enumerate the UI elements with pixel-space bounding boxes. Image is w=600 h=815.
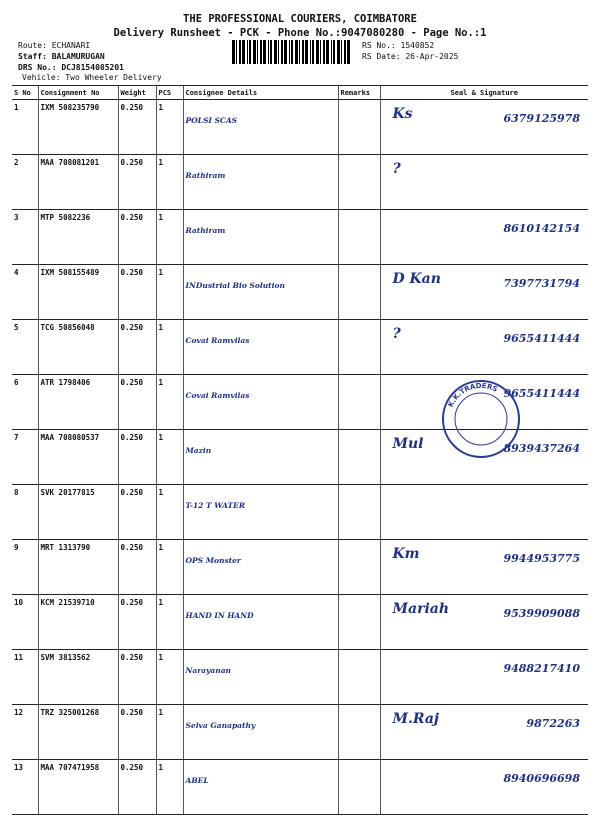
staff-label: Staff: BALAMURUGAN bbox=[18, 52, 105, 61]
seal-signature-cell bbox=[380, 210, 588, 265]
remarks-cell bbox=[338, 155, 380, 210]
remarks-cell bbox=[338, 705, 380, 760]
barcode-bar bbox=[347, 40, 350, 64]
consignment-no-cell: KCM 21539710 bbox=[38, 595, 118, 650]
consignee-cell: T-12 T WATER bbox=[183, 485, 338, 540]
barcode-bar bbox=[239, 40, 241, 64]
sno-cell: 1 bbox=[12, 100, 38, 155]
pcs-cell: 1 bbox=[156, 210, 183, 265]
weight-cell: 0.250 bbox=[118, 430, 156, 485]
consignee-cell: OPS Monster bbox=[183, 540, 338, 595]
signature: D Kan bbox=[392, 271, 441, 287]
table-row bbox=[12, 100, 588, 155]
pcs-cell: 1 bbox=[156, 650, 183, 705]
signature: Mariah bbox=[392, 601, 450, 617]
weight-cell: 0.250 bbox=[118, 210, 156, 265]
seal-signature-cell bbox=[380, 100, 588, 155]
consignment-no-cell: IXM 508235790 bbox=[38, 100, 118, 155]
barcode-bar bbox=[312, 40, 314, 64]
seal-signature-cell bbox=[380, 705, 588, 760]
consignee-cell: Covai Ramvilas bbox=[183, 320, 338, 375]
handwritten-phone: 8939437264 bbox=[503, 442, 580, 455]
sno-cell: 5 bbox=[12, 320, 38, 375]
table-row bbox=[12, 760, 588, 815]
weight-cell: 0.250 bbox=[118, 485, 156, 540]
pcs-cell: 1 bbox=[156, 485, 183, 540]
barcode-bar bbox=[310, 40, 311, 64]
consignee-cell: ABEL bbox=[183, 760, 338, 815]
barcode-bar bbox=[302, 40, 304, 64]
remarks-cell bbox=[338, 485, 380, 540]
consignment-no-cell: TRZ 325001268 bbox=[38, 705, 118, 760]
sno-cell: 7 bbox=[12, 430, 38, 485]
consignment-no-cell: SVK 20177815 bbox=[38, 485, 118, 540]
pcs-cell: 1 bbox=[156, 320, 183, 375]
barcode-bar bbox=[278, 40, 279, 64]
pcs-cell: 1 bbox=[156, 760, 183, 815]
barcode-bar bbox=[333, 40, 335, 64]
pcs-cell: 1 bbox=[156, 375, 183, 430]
barcode-bar bbox=[274, 40, 277, 64]
sno-cell: 4 bbox=[12, 265, 38, 320]
barcode-bar bbox=[320, 40, 321, 64]
barcode-bar bbox=[281, 40, 283, 64]
consignee-cell: Covai Ramvilas bbox=[183, 375, 338, 430]
remarks-cell bbox=[338, 375, 380, 430]
barcode-bar bbox=[260, 40, 262, 64]
pcs-cell: 1 bbox=[156, 705, 183, 760]
weight-cell: 0.250 bbox=[118, 100, 156, 155]
seal-signature-cell bbox=[380, 650, 588, 705]
consignee-cell: Rathiram bbox=[183, 155, 338, 210]
consignment-no-cell: MAA 708081201 bbox=[38, 155, 118, 210]
consignment-no-cell: MAA 708080537 bbox=[38, 430, 118, 485]
seal-signature-cell bbox=[380, 595, 588, 650]
table-row bbox=[12, 595, 588, 650]
handwritten-phone: 9655411444 bbox=[503, 332, 580, 345]
handwritten-phone: 7397731794 bbox=[503, 277, 580, 290]
col-header: Seal & Signature bbox=[380, 86, 588, 100]
barcode-bar bbox=[289, 40, 290, 64]
sno-cell: 3 bbox=[12, 210, 38, 265]
handwritten-phone: 9539909088 bbox=[503, 607, 580, 620]
table-row bbox=[12, 320, 588, 375]
barcode-bar bbox=[270, 40, 272, 64]
pcs-cell: 1 bbox=[156, 155, 183, 210]
seal-stamp bbox=[440, 378, 522, 460]
consignee-cell: Mazin bbox=[183, 430, 338, 485]
barcode-bar bbox=[249, 40, 251, 64]
col-header: PCS bbox=[156, 86, 183, 100]
barcode-bar bbox=[263, 40, 266, 64]
sno-cell: 10 bbox=[12, 595, 38, 650]
weight-cell: 0.250 bbox=[118, 320, 156, 375]
consignment-no-cell: MAA 707471958 bbox=[38, 760, 118, 815]
seal-signature-cell bbox=[380, 760, 588, 815]
remarks-cell bbox=[338, 430, 380, 485]
signature: M.Raj bbox=[392, 711, 439, 727]
barcode-bar bbox=[326, 40, 329, 64]
barcode bbox=[232, 40, 354, 64]
seal-signature-cell bbox=[380, 485, 588, 540]
signature: Ks bbox=[392, 106, 413, 122]
seal-signature-cell bbox=[380, 320, 588, 375]
consignment-no-cell: ATR 1798406 bbox=[38, 375, 118, 430]
company-title: THE PROFESSIONAL COURIERS, COIMBATORE bbox=[183, 13, 417, 25]
route-label: Route: ECHANARI bbox=[18, 41, 91, 50]
drs-label: DRS No.: DCJ8154085201 bbox=[18, 63, 124, 72]
table-row bbox=[12, 265, 588, 320]
remarks-cell bbox=[338, 650, 380, 705]
handwritten-phone: 9488217410 bbox=[503, 662, 580, 675]
sno-cell: 8 bbox=[12, 485, 38, 540]
table-row bbox=[12, 540, 588, 595]
barcode-bar bbox=[236, 40, 237, 64]
sno-cell: 13 bbox=[12, 760, 38, 815]
consignee-cell: Narayanan bbox=[183, 650, 338, 705]
rs-number: RS No.: 1540852 bbox=[362, 41, 435, 50]
barcode-bar bbox=[257, 40, 258, 64]
pcs-cell: 1 bbox=[156, 430, 183, 485]
weight-cell: 0.250 bbox=[118, 650, 156, 705]
svg-text:K.K.TRADERS: K.K.TRADERS bbox=[446, 381, 499, 409]
remarks-cell bbox=[338, 540, 380, 595]
barcode-bar bbox=[268, 40, 269, 64]
table-row bbox=[12, 485, 588, 540]
col-header: Consignee Details bbox=[183, 86, 338, 100]
consignee-cell: Rathiram bbox=[183, 210, 338, 265]
consignee-cell: HAND IN HAND bbox=[183, 595, 338, 650]
remarks-cell bbox=[338, 760, 380, 815]
barcode-bar bbox=[247, 40, 248, 64]
handwritten-phone: 8940696698 bbox=[503, 772, 580, 785]
col-header: S No bbox=[12, 86, 38, 100]
pcs-cell: 1 bbox=[156, 265, 183, 320]
signature: ? bbox=[392, 161, 401, 177]
table-row bbox=[12, 650, 588, 705]
weight-cell: 0.250 bbox=[118, 540, 156, 595]
sno-cell: 6 bbox=[12, 375, 38, 430]
pcs-cell: 1 bbox=[156, 100, 183, 155]
barcode-bar bbox=[323, 40, 325, 64]
signature: ? bbox=[392, 326, 401, 342]
barcode-bar bbox=[299, 40, 300, 64]
remarks-cell bbox=[338, 210, 380, 265]
remarks-cell bbox=[338, 320, 380, 375]
handwritten-phone: 6379125978 bbox=[503, 112, 580, 125]
barcode-bar bbox=[242, 40, 245, 64]
handwritten-phone: 8610142154 bbox=[503, 222, 580, 235]
weight-cell: 0.250 bbox=[118, 155, 156, 210]
weight-cell: 0.250 bbox=[118, 760, 156, 815]
consignee-cell: Selva Ganapathy bbox=[183, 705, 338, 760]
sno-cell: 12 bbox=[12, 705, 38, 760]
weight-cell: 0.250 bbox=[118, 595, 156, 650]
handwritten-phone: 9872263 bbox=[526, 717, 580, 730]
sno-cell: 9 bbox=[12, 540, 38, 595]
barcode-bar bbox=[331, 40, 332, 64]
barcode-bar bbox=[291, 40, 293, 64]
barcode-bar bbox=[232, 40, 235, 64]
barcode-bar bbox=[316, 40, 319, 64]
table-row bbox=[12, 210, 588, 265]
consignment-no-cell: IXM 508155489 bbox=[38, 265, 118, 320]
seal-signature-cell bbox=[380, 155, 588, 210]
table-header-row bbox=[12, 86, 588, 100]
weight-cell: 0.250 bbox=[118, 375, 156, 430]
rs-date: RS Date: 26-Apr-2025 bbox=[362, 52, 459, 61]
table-row bbox=[12, 705, 588, 760]
remarks-cell bbox=[338, 265, 380, 320]
handwritten-phone: 9655411444 bbox=[503, 387, 580, 400]
barcode-bar bbox=[305, 40, 308, 64]
consignment-no-cell: MRT 1313790 bbox=[38, 540, 118, 595]
signature: Km bbox=[392, 546, 420, 562]
sno-cell: 11 bbox=[12, 650, 38, 705]
consignment-no-cell: TCG 50856048 bbox=[38, 320, 118, 375]
col-header: Consignment No bbox=[38, 86, 118, 100]
barcode-bar bbox=[284, 40, 287, 64]
consignment-no-cell: MTP 5082236 bbox=[38, 210, 118, 265]
vehicle-label: Vehicle: Two Wheeler Delivery bbox=[22, 73, 162, 82]
seal-signature-cell bbox=[380, 265, 588, 320]
pcs-cell: 1 bbox=[156, 540, 183, 595]
runsheet-subtitle: Delivery Runsheet - PCK - Phone No.:9047080280 - Page No.:1 bbox=[113, 27, 487, 39]
seal-signature-cell bbox=[380, 540, 588, 595]
barcode-bar bbox=[253, 40, 256, 64]
weight-cell: 0.250 bbox=[118, 265, 156, 320]
weight-cell: 0.250 bbox=[118, 705, 156, 760]
barcode-bar bbox=[341, 40, 342, 64]
table-row bbox=[12, 155, 588, 210]
barcode-bar bbox=[344, 40, 346, 64]
col-header: Weight bbox=[118, 86, 156, 100]
consignment-no-cell: SVM 3813562 bbox=[38, 650, 118, 705]
col-header: Remarks bbox=[338, 86, 380, 100]
barcode-bar bbox=[295, 40, 298, 64]
barcode-bar bbox=[337, 40, 340, 64]
signature: Mul bbox=[392, 436, 424, 452]
remarks-cell bbox=[338, 595, 380, 650]
remarks-cell bbox=[338, 100, 380, 155]
consignee-cell: POLSI SCAS bbox=[183, 100, 338, 155]
pcs-cell: 1 bbox=[156, 595, 183, 650]
sno-cell: 2 bbox=[12, 155, 38, 210]
handwritten-phone: 9944953775 bbox=[503, 552, 580, 565]
consignee-cell: INDustrial Bio Solution bbox=[183, 265, 338, 320]
